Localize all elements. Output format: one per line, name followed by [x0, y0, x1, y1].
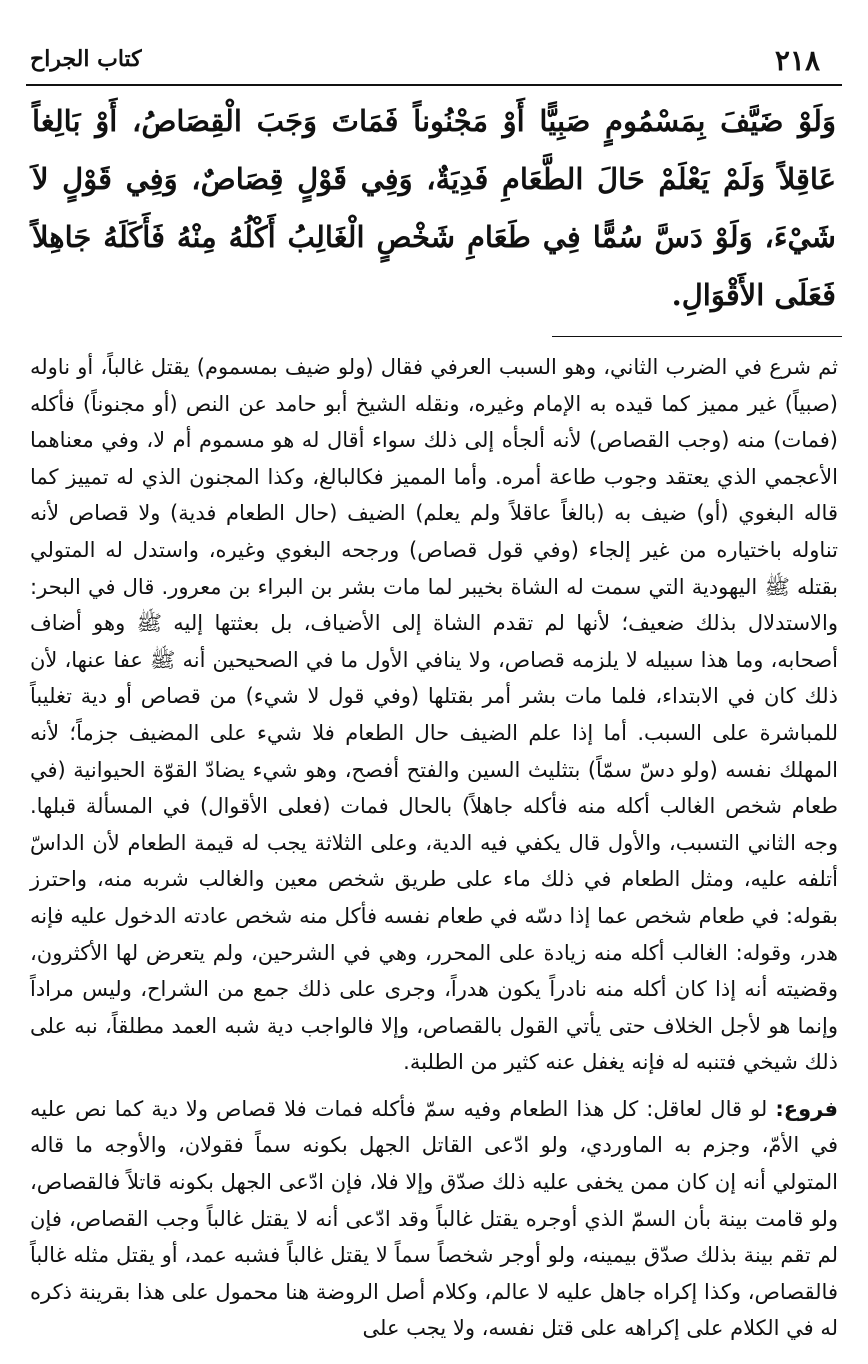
commentary-paragraph-2 [30, 1091, 838, 1347]
book-title: كتاب الجراح [30, 46, 142, 72]
book-page [26, 38, 842, 1348]
page-number: ٢١٨ [774, 44, 820, 77]
running-header [26, 38, 842, 86]
footnote-separator [552, 336, 842, 337]
commentary-paragraph-1: ثم شرع في الضرب الثاني، وهو السبب العرفي فقال (ولو ضيف بمسموم) يقتل غالباً، أو ناوله (صبياً) غير مميز كما قيده به الإمام وغيره، ونقله الشيخ أبو حامد عن النص (أو مجنوناً) فأكله (فمات) منه (وجب القصاص) لأنه ألجأه إلى ذلك سواء أقال له هو مسموم أم لا، وفي معناهما الأعجمي الذي يعتقد وجوب طاعة أمره. وأما المميز فكالبالغ، وكذا المجنون الذي له تمييز كما قاله البغوي (أو) ضيف به (بالغاً عاقلاً ولم يعلم) الضيف (حال الطعام فدية) ولا قصاص لأنه تناوله باختياره من غير إلجاء (وفي قول قصاص) ورجحه البغوي وغيره، واستدل له المتولي بقتله ﷺ اليهودية التي سمت له الشاة بخيبر لما مات بشر بن البراء بن معرور. قال في البحر: والاستدلال بذلك ضعيف؛ لأنها لم تقدم الشاة إلى الأضياف، بل بعثتها إليه ﷺ وهو أضاف أصحابه، وما هذا سبيله لا يلزمه قصاص، ولا ينافي الأول ما في الصحيحين أنه ﷺ عفا عنها، لأن ذلك كان في الابتداء، فلما مات بشر أمر بقتلها (وفي قول لا شيء) من قصاص أو دية تغليباً للمباشرة على السبب. أما إذا علم الضيف حال الطعام فلا شيء على المضيف جزماً؛ لأنه المهلك نفسه (ولو دسّ سمّاً) بتثليث السين والفتح أفصح، وهو شيء يضادّ القوّة الحيوانية (في طعام شخص الغالب أكله منه فأكله جاهلاً) بالحال فمات (فعلى الأقوال) في المسألة قبلها. وجه الثاني التسبب، والأول قال يكفي فيه الدية، وعلى الثلاثة يجب له قيمة الطعام لأن الداسّ أتلفه عليه، ومثل الطعام في ذلك ماء على طريق شخص معين والغالب شربه منه، واحترز بقوله: في طعام شخص عما إذا دسّه في طعام نفسه فأكل منه شخص عادته الدخول عليه فإنه هدر، وقوله: الغالب أكله منه زيادة على المحرر، وهي في الشرحين، ولم يتعرض لها الأكثرون، وقضيته أنه إذا كان أكله منه نادراً يكون هدراً، وجرى على ذلك جمع من الشراح، وليس مراداً وإنما هو لأجل الخلاف حتى يأتي القول بالقصاص، وإلا فالواجب دية شبه العمد مطلقاً، نبه على ذلك شيخي فتنبه له فإنه يغفل عنه كثير من الطلبة. [30, 355, 838, 1075]
furu-text: لو قال لعاقل: كل هذا الطعام وفيه سمّ فأكله فمات فلا قصاص ولا دية كما نص عليه في الأمّ، وجزم به الماوردي، ولو ادّعى القاتل الجهل بكونه سماً فقولان، والأوجه ما قاله المتولي أنه إن كان ممن يخفى عليه ذلك صدّق وإلا فلا، فإن ادّعى الجهل بكونه قاتلاً فالقصاص، ولو قامت بينة بأن السمّ الذي أوجره يقتل غالباً وقد ادّعى أنه لا يقتل غالباً وجب القصاص، فإن لم تقم بينة بذلك صدّق بيمينه، ولو أوجر شخصاً سماً لا يقتل غالباً فشبه عمد، أو يقتل مثله غالباً فالقصاص، وكذا إكراه جاهل عليه لا عالم، وكلام أصل الروضة هنا محمول على هذا بقرينة ذكره له في الكلام على إكراهه على قتل نفسه، ولا يجب على [30, 1096, 838, 1341]
commentary-block [26, 349, 842, 1347]
matn-text-block [26, 92, 842, 324]
matn-paragraph: وَلَوْ ضَيَّفَ بِمَسْمُومٍ صَبِيًّا أَوْ مَجْنُوناً فَمَاتَ وَجَبَ الْقِصَاصُ، أَوْ بَالِغاً عَاقِلاً وَلَمْ يَعْلَمْ حَالَ الطَّعَامِ فَدِيَةٌ، وَفِي قَوْلٍ قِصَاصٌ، وَفِي قَوْلٍ لاَ شَيْءَ، وَلَوْ دَسَّ سُمًّا فِي طَعَامِ شَخْصٍ الْغَالِبُ أَكْلُهُ مِنْهُ فَأَكَلَهُ جَاهِلاً فَعَلَى الأَقْوَالِ. [32, 104, 836, 312]
furu-label: فروع: [775, 1096, 838, 1121]
